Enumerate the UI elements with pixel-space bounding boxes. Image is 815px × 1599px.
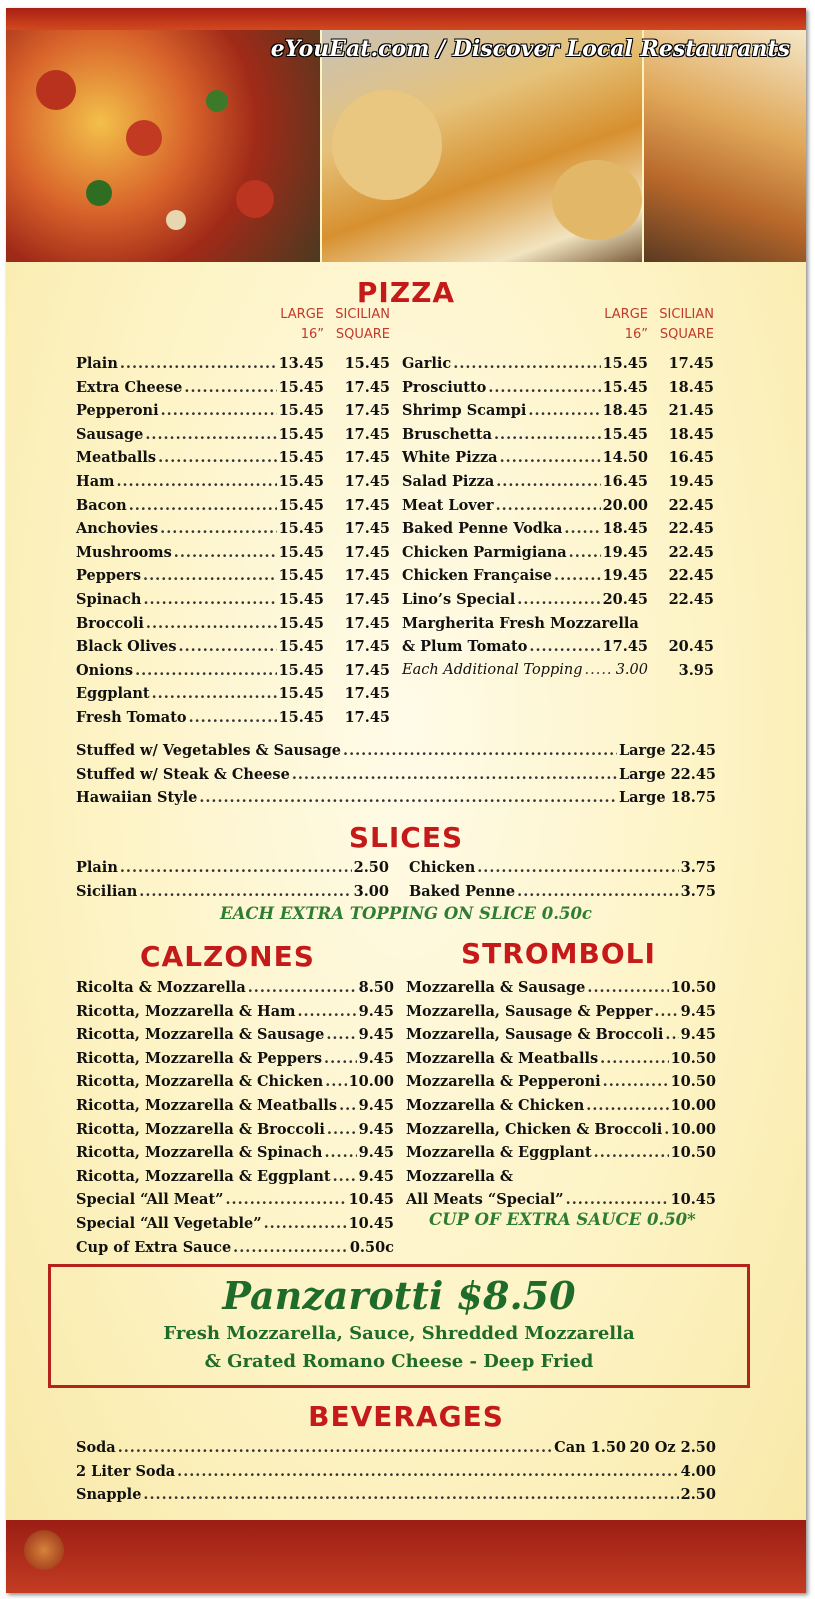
dot-leader [146, 612, 277, 635]
menu-item [76, 1118, 394, 1141]
menu-item [76, 706, 324, 729]
menu-item-price-alt [648, 612, 714, 635]
menu-item-price: 20.45 [602, 591, 648, 608]
dot-leader [143, 1483, 678, 1506]
menu-item-name: & Plum Tomato [402, 638, 528, 656]
menu-item-price: Large 18.75 [618, 789, 716, 807]
dot-leader [326, 1023, 356, 1046]
menu-item-price-alt: 17.45 [344, 567, 390, 585]
menu-item-name: Mozzarella & Eggplant [406, 1144, 592, 1162]
menu-item [76, 1236, 394, 1259]
dot-leader [145, 423, 276, 446]
dot-leader [233, 1236, 348, 1259]
menu-item [76, 1023, 394, 1046]
menu-item-name: Each Additional Topping [402, 661, 583, 678]
menu-item-price-alt: 17.45 [344, 638, 390, 656]
menu-item-price-alt: 22.45 [668, 567, 714, 585]
dot-leader [664, 1118, 668, 1141]
pizza-photo [6, 30, 320, 262]
menu-item-price: Large 22.45 [618, 742, 716, 759]
pizza-header-right-sicilian: SICILIAN SQUARE [659, 307, 714, 342]
menu-item-name: Ricotta, Mozzarella & Peppers [76, 1049, 323, 1067]
menu-item-name: Garlic [402, 355, 452, 372]
menu-item [76, 470, 324, 493]
menu-item-name: Plain [76, 355, 118, 372]
slices-title: SLICES [348, 821, 464, 854]
menu-item-name: Soda [76, 1439, 116, 1456]
menu-item-price-alt: 18.45 [668, 425, 714, 443]
menu-item [76, 1188, 394, 1211]
garlic-knots-photo [322, 30, 642, 262]
menu-item-price: 18.45 [602, 402, 648, 420]
dot-leader [554, 564, 601, 587]
decorative-emblem-icon [24, 1530, 64, 1570]
menu-item-price: 15.45 [278, 567, 324, 585]
dot-leader [152, 682, 277, 705]
menu-item-price-alt: 17.45 [344, 402, 390, 420]
menu-item [406, 1188, 716, 1211]
menu-item-name: Mozzarella & Pepperoni [406, 1073, 601, 1091]
menu-item-price-alt: 22.45 [668, 591, 714, 608]
menu-item [406, 1118, 716, 1141]
menu-item-name: Meat Lover [402, 496, 494, 514]
menu-item-name: Mushrooms [76, 543, 172, 561]
stromboli-title: STROMBOLI [461, 937, 656, 970]
menu-item [76, 1212, 394, 1235]
menu-item-name: Prosciutto [402, 378, 487, 396]
dot-leader [587, 976, 668, 999]
menu-item-name: Pepperoni [76, 402, 159, 420]
menu-item [402, 376, 648, 399]
menu-item-name: Ricotta, Mozzarella & Eggplant [76, 1167, 331, 1185]
dot-leader [324, 1047, 357, 1070]
menu-item [402, 494, 648, 517]
menu-item-price-alt: 17.45 [344, 520, 390, 538]
menu-item-name: Mozzarella, Sausage & Pepper [406, 1002, 653, 1020]
menu-item-price: 15.45 [278, 543, 324, 561]
dot-leader [453, 352, 600, 375]
menu-item-price: 15.45 [602, 378, 648, 396]
menu-item [76, 880, 389, 903]
dot-leader [603, 1070, 669, 1093]
menu-item-name: Eggplant [76, 685, 150, 703]
menu-item-price-alt: 17.45 [344, 449, 390, 467]
menu-item-name: Bruschetta [402, 425, 492, 443]
menu-item-name: Black Olives [76, 638, 177, 656]
menu-item-price: 13.45 [278, 355, 324, 372]
menu-item [402, 612, 648, 635]
menu-item [76, 423, 324, 446]
menu-item-price: 10.45 [348, 1215, 394, 1232]
pizza-header-left-sicilian: SICILIAN SQUARE [335, 307, 390, 342]
menu-item-price: 10.50 [670, 979, 716, 996]
menu-item-price: 10.45 [670, 1191, 716, 1209]
menu-item [76, 399, 324, 422]
menu-item [76, 612, 324, 635]
stromboli-photo [644, 30, 806, 262]
menu-item-price: 15.45 [278, 496, 324, 514]
menu-item [76, 494, 324, 517]
bottom-banner [6, 1520, 806, 1593]
menu-item-name: Hawaiian Style [76, 789, 198, 807]
menu-item-name: Special “All Vegetable” [76, 1215, 262, 1232]
dot-leader [665, 1023, 678, 1046]
menu-item-name: Cup of Extra Sauce [76, 1238, 232, 1256]
dot-leader [118, 1436, 552, 1459]
menu-item-price: 9.45 [358, 1144, 394, 1162]
menu-item-price: 15.45 [602, 425, 648, 443]
menu-item-price: 9.45 [358, 1049, 394, 1067]
dot-leader [120, 856, 352, 879]
menu-item-name: Sicilian [76, 882, 138, 900]
menu-item [76, 1141, 394, 1164]
menu-item-price: 10.50 [670, 1073, 716, 1091]
menu-item-price-alt: 16.45 [668, 449, 714, 467]
menu-item-price: 15.45 [278, 661, 324, 679]
pizza-header-left: LARGE 16” [280, 307, 324, 342]
menu-item-name: Salad Pizza [402, 473, 495, 490]
menu-item-name: White Pizza [402, 449, 498, 467]
menu-item [402, 423, 648, 446]
menu-item-name: Mozzarella & [406, 1167, 514, 1185]
beverages-title: BEVERAGES [308, 1400, 504, 1433]
menu-item-name: Meatballs [76, 449, 157, 467]
menu-item-price: 3.00 [615, 661, 648, 678]
dot-leader [143, 588, 276, 611]
dot-leader [174, 541, 277, 564]
menu-item-price: Can 1.50 [554, 1439, 626, 1456]
menu-item [76, 1094, 394, 1117]
menu-item-price: 10.00 [348, 1073, 394, 1091]
menu-item-price-alt: 17.45 [344, 591, 390, 608]
menu-item [76, 1436, 626, 1459]
menu-item-price: 15.45 [278, 425, 324, 443]
menu-item-price: 9.45 [680, 1026, 716, 1044]
menu-item-name: Stuffed w/ Vegetables & Sausage [76, 742, 342, 759]
menu-item-price-alt: 17.45 [344, 496, 390, 514]
menu-item-price: 20.00 [602, 496, 648, 514]
menu-item-price: 16.45 [602, 473, 648, 490]
menu-item-name: Chicken Parmigiana [402, 543, 567, 561]
top-banner [6, 8, 806, 30]
menu-item-price-alt: 17.45 [344, 543, 390, 561]
dot-leader [199, 786, 617, 809]
menu-item-name: Sausage [76, 425, 144, 443]
menu-item-name: Peppers [76, 567, 142, 585]
menu-item-price: 9.45 [358, 1026, 394, 1044]
menu-item [406, 1000, 716, 1023]
menu-item-name: Extra Cheese [76, 378, 183, 396]
menu-item-name: Baked Penne [409, 882, 516, 900]
menu-item [402, 541, 648, 564]
menu-item-price: 15.45 [278, 709, 324, 726]
menu-item-name: Bacon [76, 496, 127, 514]
menu-item [76, 541, 324, 564]
dot-leader [161, 399, 277, 422]
menu-item-price: 19.45 [602, 567, 648, 585]
dot-leader [594, 1141, 669, 1164]
menu-item-name: Ricotta, Mozzarella & Ham [76, 1002, 296, 1020]
menu-item [76, 352, 324, 375]
calzones-title: CALZONES [140, 940, 315, 973]
menu-item-name: Broccoli [76, 614, 144, 632]
menu-item [76, 1165, 394, 1188]
menu-item [76, 739, 716, 762]
menu-item-price-alt: 22.45 [668, 496, 714, 514]
menu-item-name: Mozzarella, Sausage & Broccoli [406, 1026, 664, 1044]
menu-item-price-alt: 20.45 [668, 638, 714, 656]
menu-item [76, 1483, 716, 1506]
menu-item-name: Stuffed w/ Steak & Cheese [76, 765, 290, 783]
menu-item-price: 10.50 [670, 1144, 716, 1162]
menu-item [402, 352, 648, 375]
dot-leader [179, 635, 277, 658]
dot-leader [517, 880, 679, 903]
menu-item-price-alt: 15.45 [344, 355, 390, 372]
menu-item [406, 1023, 716, 1046]
menu-item [76, 517, 324, 540]
stromboli-note: CUP OF EXTRA SAUCE 0.50* [429, 1210, 696, 1229]
dot-leader [488, 376, 600, 399]
panzarotti-line2: & Grated Romano Cheese - Deep Fried [204, 1351, 594, 1372]
menu-item-price: 9.45 [358, 1002, 394, 1020]
dot-leader [158, 446, 277, 469]
dot-leader [529, 635, 600, 658]
dot-leader [135, 659, 277, 682]
dot-leader [585, 659, 614, 682]
menu-item [402, 446, 648, 469]
menu-item-price: 8.50 [358, 979, 394, 996]
menu-item-name: Plain [76, 859, 118, 876]
menu-item [402, 470, 648, 493]
dot-leader [116, 470, 276, 493]
menu-item [406, 1094, 716, 1117]
menu-item-price: 4.00 [680, 1462, 716, 1480]
watermark: eYouEat.com / Discover Local Restaurants [270, 36, 790, 62]
menu-item [406, 1165, 716, 1188]
menu-item-name: Ham [76, 473, 115, 490]
menu-item-name: Ricotta, Mozzarella & Broccoli [76, 1120, 325, 1138]
menu-item-name: Mozzarella & Meatballs [406, 1049, 599, 1067]
dot-leader [654, 1000, 678, 1023]
menu-item-name: Lino’s Special [402, 591, 516, 608]
dot-leader [333, 1165, 357, 1188]
menu-item-price: 14.50 [602, 449, 648, 467]
menu-item-price: 15.45 [278, 591, 324, 608]
dot-leader [120, 352, 277, 375]
menu-item [409, 856, 716, 879]
menu-item-name: Chicken [409, 859, 476, 876]
pizza-header-right: LARGE 16” [604, 307, 648, 342]
menu-item-name: Mozzarella, Chicken & Broccoli [406, 1120, 663, 1138]
menu-item-price: 15.45 [278, 638, 324, 656]
menu-item-price: 9.45 [358, 1097, 394, 1114]
menu-item-price: 18.45 [602, 520, 648, 538]
food-photos [6, 30, 806, 262]
dot-leader [189, 706, 277, 729]
menu-item-price: 3.00 [353, 882, 389, 900]
menu-item-price-alt: 21.45 [668, 402, 714, 420]
menu-item-price-alt: 17.45 [344, 709, 390, 726]
menu-item-price: 10.00 [670, 1120, 716, 1138]
menu-item-price: 17.45 [602, 638, 648, 656]
dot-leader [264, 1212, 347, 1235]
dot-leader [569, 541, 601, 564]
menu-item [402, 659, 648, 682]
dot-leader [343, 739, 617, 762]
menu-item-price: 15.45 [278, 449, 324, 467]
dot-leader [248, 976, 357, 999]
menu-item-price: 10.50 [670, 1049, 716, 1067]
menu-item-price: 19.45 [602, 543, 648, 561]
menu-item-name: Spinach [76, 591, 142, 608]
menu-item-price: 9.45 [358, 1167, 394, 1185]
menu-item [76, 635, 324, 658]
dot-leader [143, 564, 277, 587]
menu-item-name: Snapple [76, 1486, 142, 1504]
menu-item-price: 2.50 [353, 859, 389, 876]
menu-item-price-alt: 22.45 [668, 520, 714, 538]
menu-item [409, 880, 716, 903]
menu-item-name: Margherita Fresh Mozzarella [402, 614, 639, 632]
menu-item [406, 1070, 716, 1093]
menu-item-price-alt: 17.45 [344, 425, 390, 443]
menu-item-price-alt: 22.45 [668, 543, 714, 561]
menu-item-name: Ricotta, Mozzarella & Meatballs [76, 1097, 338, 1114]
dot-leader [586, 1094, 668, 1117]
dot-leader [129, 494, 277, 517]
menu-item-price-alt: 17.45 [668, 355, 714, 372]
menu-item-price-alt: 18.45 [668, 378, 714, 396]
dot-leader [600, 1047, 668, 1070]
dot-leader [325, 1070, 346, 1093]
menu-item [406, 1141, 716, 1164]
menu-item [406, 976, 716, 999]
dot-leader [500, 446, 601, 469]
dot-leader [184, 376, 276, 399]
menu-item-price: 15.45 [278, 473, 324, 490]
menu-item-name: Special “All Meat” [76, 1191, 224, 1209]
menu-item-name: 2 Liter Soda [76, 1462, 176, 1480]
menu-item [76, 1000, 394, 1023]
menu-item-price: 15.45 [278, 520, 324, 538]
menu-item-price: 15.45 [278, 402, 324, 420]
dot-leader [292, 763, 617, 786]
menu-item-price-alt: 19.45 [668, 473, 714, 490]
menu-item-price: 0.50c [349, 1238, 394, 1256]
menu-item-price-alt: 17.45 [344, 614, 390, 632]
menu-item [402, 517, 648, 540]
menu-item [76, 1070, 394, 1093]
menu-item [76, 376, 324, 399]
menu-item-price: 10.45 [348, 1191, 394, 1209]
menu-item-name: Shrimp Scampi [402, 402, 527, 420]
menu-item [76, 564, 324, 587]
menu-item-name: Onions [76, 661, 134, 679]
dot-leader [496, 470, 600, 493]
menu-item [76, 446, 324, 469]
menu-item [402, 564, 648, 587]
dot-leader [139, 880, 351, 903]
menu-item-price-alt: 3.95 [678, 661, 714, 679]
menu-item [76, 682, 324, 705]
dot-leader [494, 423, 601, 446]
menu-item [76, 1047, 394, 1070]
menu-item-price: 15.45 [602, 355, 648, 372]
menu-item-price: 9.45 [358, 1120, 394, 1138]
pizza-title: PIZZA [356, 276, 456, 309]
dot-leader [566, 1188, 669, 1211]
dot-leader [327, 1118, 357, 1141]
dot-leader [160, 517, 276, 540]
menu-item-price: 15.45 [278, 378, 324, 396]
menu-item [76, 763, 716, 786]
menu-item [76, 1460, 716, 1483]
dot-leader [297, 1000, 356, 1023]
panzarotti-title: Panzarotti $8.50 [222, 1273, 576, 1318]
menu-item [76, 588, 324, 611]
menu-item-name: Anchovies [76, 520, 159, 538]
menu-item-price: 15.45 [278, 685, 324, 703]
panzarotti-line1: Fresh Mozzarella, Sauce, Shredded Mozzarella [163, 1323, 635, 1344]
menu-item-price: 3.75 [680, 859, 716, 876]
dot-leader [339, 1094, 357, 1117]
menu-item-name: Ricotta, Mozzarella & Chicken [76, 1073, 324, 1091]
dot-leader [528, 399, 600, 422]
dot-leader [517, 588, 600, 611]
menu-item-name: All Meats “Special” [406, 1191, 564, 1209]
menu-item [76, 856, 389, 879]
dot-leader [177, 1460, 679, 1483]
slices-note: EACH EXTRA TOPPING ON SLICE 0.50c [220, 904, 592, 923]
menu-item [76, 786, 716, 809]
menu-item-price: 10.00 [670, 1097, 716, 1114]
menu-item-price: Large 22.45 [618, 765, 716, 783]
menu-item-name: Ricolta & Mozzarella [76, 979, 246, 996]
menu-item [402, 635, 648, 658]
dot-leader [324, 1141, 356, 1164]
menu-item-price-alt: 17.45 [344, 661, 390, 679]
menu-item-price-alt: 17.45 [344, 473, 390, 490]
menu-item-name: Ricotta, Mozzarella & Sausage [76, 1026, 325, 1044]
menu-item [76, 659, 324, 682]
menu-item-price-alt: 17.45 [344, 378, 390, 396]
menu-item-name: Fresh Tomato [76, 709, 187, 726]
menu-item-name: Baked Penne Vodka [402, 520, 563, 538]
dot-leader [226, 1188, 347, 1211]
menu-item-name: Mozzarella & Sausage [406, 979, 586, 996]
dot-leader [564, 517, 600, 540]
dot-leader [496, 494, 601, 517]
menu-item-name: Chicken Française [402, 567, 553, 585]
menu-item [402, 588, 648, 611]
menu-item [402, 399, 648, 422]
menu-item [76, 976, 394, 999]
menu-item-price-alt: 20 Oz 2.50 [629, 1439, 716, 1456]
menu-item-price: 2.50 [680, 1486, 716, 1504]
menu-frame [6, 8, 806, 1593]
menu-item-price: 15.45 [278, 614, 324, 632]
menu-item-name: Mozzarella & Chicken [406, 1097, 585, 1114]
menu-item-price: 3.75 [680, 882, 716, 900]
menu-item-price: 9.45 [680, 1002, 716, 1020]
panzarotti-box [48, 1264, 750, 1388]
menu-item-name: Ricotta, Mozzarella & Spinach [76, 1144, 323, 1162]
menu-item [406, 1047, 716, 1070]
dot-leader [477, 856, 678, 879]
menu-item-price-alt: 17.45 [344, 685, 390, 703]
